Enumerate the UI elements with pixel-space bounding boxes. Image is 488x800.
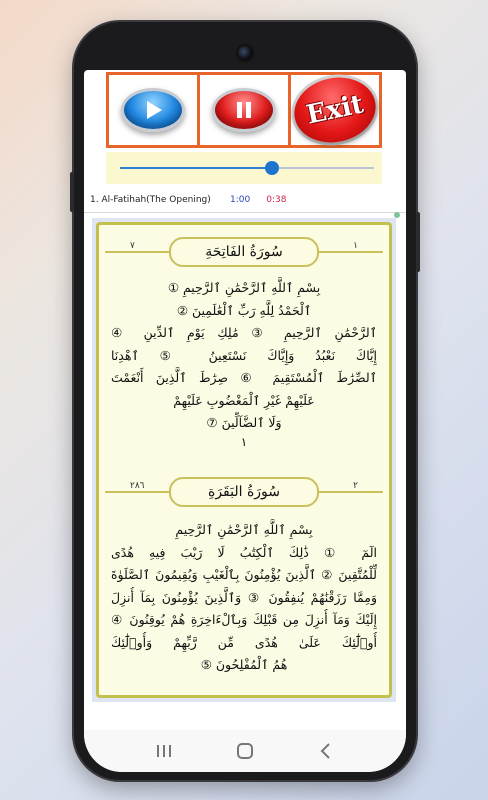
mushaf-frame [96, 222, 392, 698]
exit-label: Exit [303, 89, 367, 131]
surah-header-baqarah [105, 475, 383, 509]
play-icon [121, 88, 185, 132]
surah-header-fatiha [105, 235, 383, 269]
verse-line: بِسْمِ ٱللَّهِ ٱلرَّحْمَٰنِ ٱلرَّحِيمِ ① [167, 280, 321, 295]
verse-line: عَلَيْهِمْ غَيْرِ ٱلْمَغْضُوبِ عَلَيْهِمْ [173, 392, 315, 408]
play-button[interactable] [109, 75, 200, 145]
baqarah-verses [111, 519, 377, 677]
ayah-count: ٢٨٦ [127, 481, 148, 491]
exit-badge [288, 70, 382, 150]
verse-line: لِّلْمُتَّقِينَ ② ٱلَّذِينَ يُؤْمِنُونَ بِٱلْغَيْبِ وَيُقِيمُونَ ٱلصَّلَوٰةَ [111, 567, 377, 582]
seek-bar[interactable] [106, 152, 382, 184]
back-icon[interactable] [314, 739, 338, 763]
surah-title: سُورَةُ البَقَرَةِ [169, 477, 319, 507]
surah-title: سُورَةُ الفَاتِحَةِ [169, 237, 319, 267]
verse-line: بِسْمِ ٱللَّهِ ٱلرَّحْمَٰنِ ٱلرَّحِيمِ [175, 522, 313, 537]
surah-number: ١ [350, 241, 361, 251]
elapsed-time: 1:00 [230, 195, 251, 205]
verse-line: ٱلْحَمْدُ لِلَّهِ رَبِّ ٱلْعَٰلَمِينَ ② [176, 302, 312, 318]
power-button [416, 212, 420, 272]
app-screen [84, 70, 406, 772]
verse-line: أُو۟لَٰٓئِكَ عَلَىٰ هُدًى مِّن رَّبِّهِمْ وَأُو۟لَٰٓئِكَ [111, 634, 377, 650]
system-nav-bar [84, 730, 406, 772]
player-controls [106, 72, 382, 148]
verse-line: هُمُ ٱلْمُفْلِحُونَ ⑤ [200, 657, 288, 672]
pause-icon [212, 88, 276, 132]
page-number: ١ [240, 434, 248, 449]
verse-line: ٱلصِّرَٰطَ ٱلْمُسْتَقِيمَ ⑥ صِرَٰطَ ٱلَّذِينَ أَنْعَمْتَ [111, 370, 377, 385]
recent-apps-icon[interactable] [152, 739, 176, 763]
seek-thumb[interactable] [265, 161, 279, 175]
verse-line: وَمِمَّا رَزَقْنَٰهُمْ يُنفِقُونَ ③ وَٱلَّذِينَ يُؤْمِنُونَ بِمَآ أُنزِلَ [111, 589, 377, 605]
surah-number: ٢ [350, 481, 361, 491]
remaining-time: 0:38 [266, 195, 287, 205]
quran-page[interactable] [92, 218, 396, 702]
verse-line: ٱلرَّحْمَٰنِ ٱلرَّحِيمِ ③ مَٰلِكِ يَوْمِ ٱلدِّينِ ④ [111, 325, 377, 340]
phone-frame [74, 22, 416, 780]
seek-track[interactable] [120, 167, 374, 169]
exit-button[interactable] [291, 75, 379, 145]
seek-progress [120, 167, 272, 169]
divider [84, 212, 406, 213]
track-title: 1. Al-Fatihah(The Opening) [90, 195, 211, 205]
volume-button [70, 172, 74, 212]
pause-button[interactable] [200, 75, 291, 145]
home-icon[interactable] [233, 739, 257, 763]
verse-line: وَلَا ٱلضَّآلِّينَ ⑦ [206, 415, 282, 430]
front-camera [238, 46, 252, 60]
verse-line: إِيَّاكَ نَعْبُدُ وَإِيَّاكَ نَسْتَعِينُ ⑤ ٱهْدِنَا [111, 347, 377, 363]
verse-line: الٓمٓ ① ذَٰلِكَ ٱلْكِتَٰبُ لَا رَيْبَ فِيهِ هُدًى [111, 544, 377, 560]
verse-line: إِلَيْكَ وَمَآ أُنزِلَ مِن قَبْلِكَ وَبِٱلْءَاخِرَةِ هُمْ يُوقِنُونَ ④ [111, 612, 377, 627]
fatiha-verses [111, 277, 377, 449]
track-info [90, 192, 400, 208]
ayah-count: ٧ [127, 241, 138, 251]
